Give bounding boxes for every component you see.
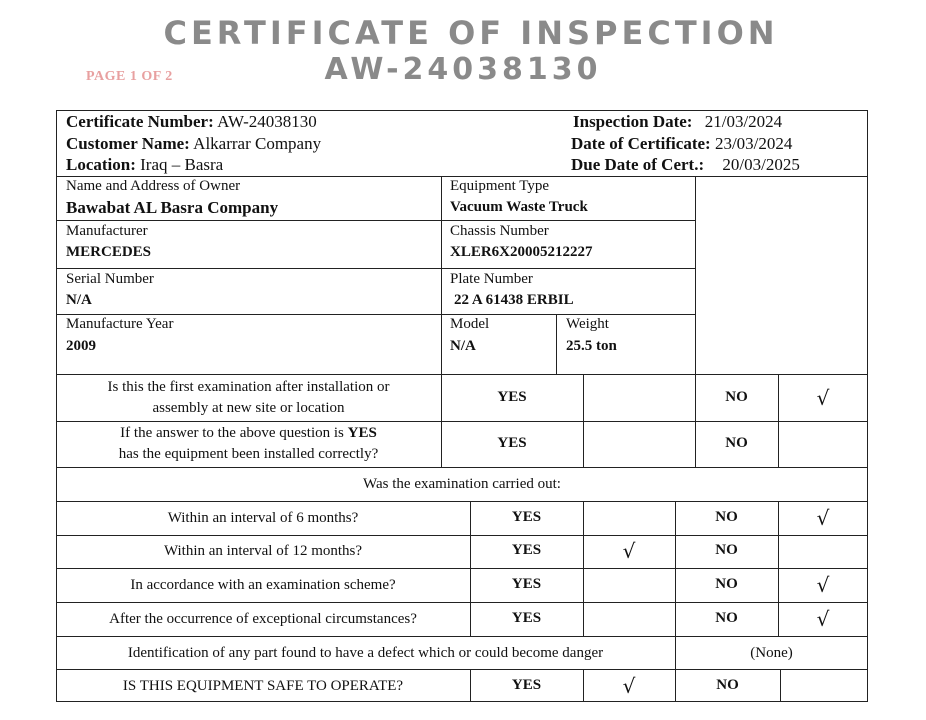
divider (583, 501, 584, 636)
divider (56, 602, 868, 603)
divider (556, 314, 557, 374)
question-installed-correctly (56, 423, 441, 465)
customer-row (66, 134, 321, 154)
divider (56, 467, 868, 468)
customer-label: Customer Name: (66, 134, 190, 153)
model-value: N/A (450, 338, 476, 354)
chassis-value: XLER6X20005212227 (450, 244, 593, 260)
serial-label: Serial Number (66, 271, 154, 287)
check-mark: √ (816, 607, 830, 631)
divider (56, 374, 868, 375)
no-label: NO (715, 610, 738, 626)
no-label: NO (725, 435, 748, 451)
divider (56, 421, 868, 422)
question-defect-identification: Identification of any part found to have a defect which or could become danger (127, 645, 604, 661)
defect-answer: (None) (750, 645, 793, 661)
model-label: Model (450, 316, 490, 332)
weight-label: Weight (566, 316, 609, 332)
no-label: NO (715, 576, 738, 592)
location-value: Iraq – Basra (140, 155, 224, 174)
year-value: 2009 (66, 338, 96, 354)
manufacturer-label: Manufacturer (66, 223, 148, 239)
yes-label: YES (497, 389, 527, 405)
divider (56, 636, 868, 637)
cert-date-label: Date of Certificate: (571, 134, 711, 153)
weight-value: 25.5 ton (566, 338, 617, 354)
examination-carried-out-heading: Was the examination carried out: (363, 476, 561, 492)
document-subtitle: AW-24038130 (324, 52, 602, 87)
divider (56, 568, 868, 569)
question-6-months: Within an interval of 6 months? (167, 510, 359, 526)
question-line: assembly at new site or location (152, 400, 345, 416)
divider (695, 374, 696, 467)
inspection-date-label: Inspection Date: (573, 112, 693, 131)
due-date-value: 20/03/2025 (722, 155, 800, 174)
no-label: NO (715, 509, 738, 525)
question-safe-to-operate: IS THIS EQUIPMENT SAFE TO OPERATE? (122, 678, 404, 694)
equipment-type-label: Equipment Type (450, 178, 550, 194)
yes-label: YES (497, 435, 527, 451)
cert-number-value: AW-24038130 (217, 112, 317, 131)
due-date-label: Due Date of Cert.: (571, 155, 705, 174)
manufacturer-value: MERCEDES (66, 244, 152, 260)
divider (441, 176, 442, 374)
divider (441, 374, 442, 467)
check-mark: √ (816, 573, 830, 597)
check-mark: √ (816, 506, 830, 530)
yes-label: YES (511, 509, 542, 525)
question-text: If the answer to the above question is (120, 425, 348, 441)
cert-date-value: 23/03/2024 (714, 134, 793, 153)
divider (583, 374, 584, 467)
yes-label: YES (511, 542, 542, 558)
no-label: NO (716, 677, 739, 693)
location-label: Location: (66, 155, 136, 174)
question-exceptional-circumstances: After the occurrence of exceptional circumstances? (109, 611, 417, 627)
check-mark: √ (622, 674, 636, 698)
question-12-months: Within an interval of 12 months? (163, 543, 363, 559)
cert-number-label: Certificate Number: (66, 112, 214, 131)
no-label: NO (725, 389, 748, 405)
owner-label: Name and Address of Owner (66, 178, 241, 194)
serial-value: N/A (66, 292, 92, 308)
certificate-number-row (66, 112, 317, 132)
question-line (56, 423, 441, 444)
question-examination-scheme: In accordance with an examination scheme? (130, 577, 396, 593)
divider (56, 535, 868, 536)
inspection-date-value: 21/03/2024 (704, 112, 783, 131)
inspection-date-row (573, 112, 782, 132)
divider (56, 220, 696, 221)
divider (56, 314, 696, 315)
check-mark: √ (816, 386, 830, 410)
document-title: CERTIFICATE OF INSPECTION (163, 14, 779, 52)
divider (56, 176, 868, 177)
cert-date-row (571, 134, 792, 154)
no-label: NO (715, 542, 738, 558)
check-mark: √ (622, 539, 636, 563)
divider (56, 268, 696, 269)
due-date-row (571, 155, 800, 175)
question-line: Is this the first examination after installation or (107, 379, 390, 395)
divider (695, 176, 696, 374)
yes-label: YES (511, 610, 542, 626)
question-first-examination (56, 377, 441, 419)
location-row (66, 155, 223, 175)
year-label: Manufacture Year (66, 316, 174, 332)
divider (56, 501, 868, 502)
yes-label: YES (511, 576, 542, 592)
owner-value: Bawabat AL Basra Company (66, 198, 279, 217)
customer-value: Alkarrar Company (193, 134, 322, 153)
question-line: has the equipment been installed correctly? (118, 446, 379, 462)
plate-value: 22 A 61438 ERBIL (454, 292, 574, 308)
divider (56, 669, 868, 670)
divider (780, 669, 781, 702)
plate-label: Plate Number (450, 271, 533, 287)
question-emphasis: YES (347, 425, 377, 441)
equipment-type-value: Vacuum Waste Truck (450, 199, 588, 215)
page-label: PAGE 1 OF 2 (86, 69, 173, 84)
chassis-label: Chassis Number (450, 223, 549, 239)
yes-label: YES (511, 677, 542, 693)
